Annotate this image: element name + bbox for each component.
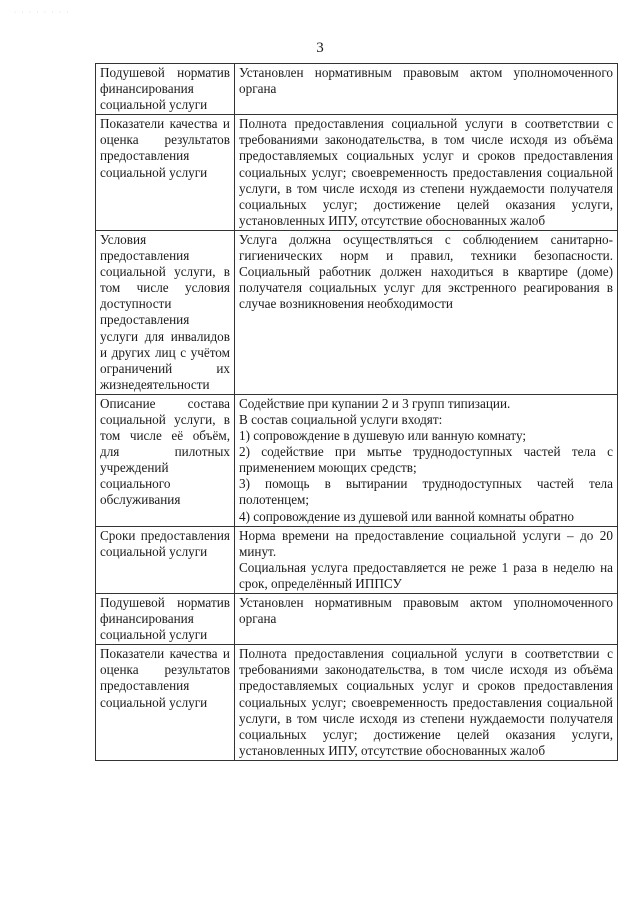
value-paragraph: 4) сопровождение из душевой или ванной комнаты обратно <box>239 508 574 524</box>
row-value <box>235 594 618 645</box>
table-row <box>96 64 618 115</box>
row-value <box>235 526 618 593</box>
row-label: Описание состава социальной услуги, в том числе её объём, для пилотных учреждений социального обслуживания <box>96 394 235 526</box>
row-value <box>235 394 618 526</box>
table-row <box>96 645 618 761</box>
table-row <box>96 230 618 394</box>
row-value <box>235 64 618 115</box>
row-value <box>235 645 618 761</box>
row-label: Условия предоставления социальной услуги, в том числе условия доступности предоставления услуги для инвалидов и других лиц с учётом ограничений их жизнедеятельности <box>96 230 235 394</box>
value-paragraph: Полнота предоставления социальной услуги в соответствии с требованиями законодательства, в том числе исходя из объёма предоставляемых социальных услуг и сроков предоставления социальных услуг; своевременность предоставления социальной услуги, в том числе исходя из степени нуждаемости получателя социальных услуг; достижение целей оказания услуги, установленных ИПУ, отсутствие обоснованных жалоб <box>239 646 613 758</box>
value-paragraph: 3) помощь в вытирании труднодоступных частей тела полотенцем; <box>239 476 613 508</box>
table-row <box>96 115 618 231</box>
row-label: Подушевой норматив финансирования социальной услуги <box>96 594 235 645</box>
row-label: Показатели качества и оценка результатов предоставления социальной услуги <box>96 645 235 761</box>
value-paragraph: 1) сопровождение в душевую или ванную комнату; <box>239 428 527 444</box>
value-paragraph: Услуга должна осуществляться с соблюдением санитарно-гигиенических норм и правил, техники безопасности. Социальный работник должен находиться в квартире (доме) получателя социальных услуг для экстренного реагирования в случае возникновения необходимости <box>239 231 613 312</box>
row-label: Подушевой норматив финансирования социальной услуги <box>96 64 235 115</box>
table-row <box>96 594 618 645</box>
value-paragraph: Норма времени на предоставление социальной услуги – до 20 минут. <box>239 527 613 559</box>
service-description-table <box>95 63 618 761</box>
value-paragraph: Установлен нормативным правовым актом уполномоченного органа <box>239 595 613 627</box>
scan-header-marks: · · · · · · · · <box>14 10 71 16</box>
value-paragraph: Социальная услуга предоставляется не реже 1 раза в неделю на срок, определённый ИППСУ <box>239 559 613 591</box>
row-value <box>235 230 618 394</box>
value-paragraph: Полнота предоставления социальной услуги в соответствии с требованиями законодательства, в том числе исходя из объёма предоставляемых социальных услуг и сроков предоставления социальных услуг; своевременность предоставления социальной услуги, в том числе исходя из степени нуждаемости получателя социальных услуг; достижение целей оказания услуги, установленных ИПУ, отсутствие обоснованных жалоб <box>239 116 613 228</box>
row-label: Сроки предоставления социальной услуги <box>96 526 235 593</box>
row-label: Показатели качества и оценка результатов предоставления социальной услуги <box>96 115 235 231</box>
table-row <box>96 526 618 593</box>
value-paragraph: 2) содействие при мытье труднодоступных частей тела с применением моющих средств; <box>239 444 613 476</box>
row-value <box>235 115 618 231</box>
value-paragraph: В состав социальной услуги входят: <box>239 411 443 427</box>
table-row <box>96 394 618 526</box>
page-number: 3 <box>316 40 324 56</box>
value-paragraph: Установлен нормативным правовым актом уполномоченного органа <box>239 65 613 97</box>
value-paragraph: Содействие при купании 2 и 3 групп типизации. <box>239 395 511 411</box>
